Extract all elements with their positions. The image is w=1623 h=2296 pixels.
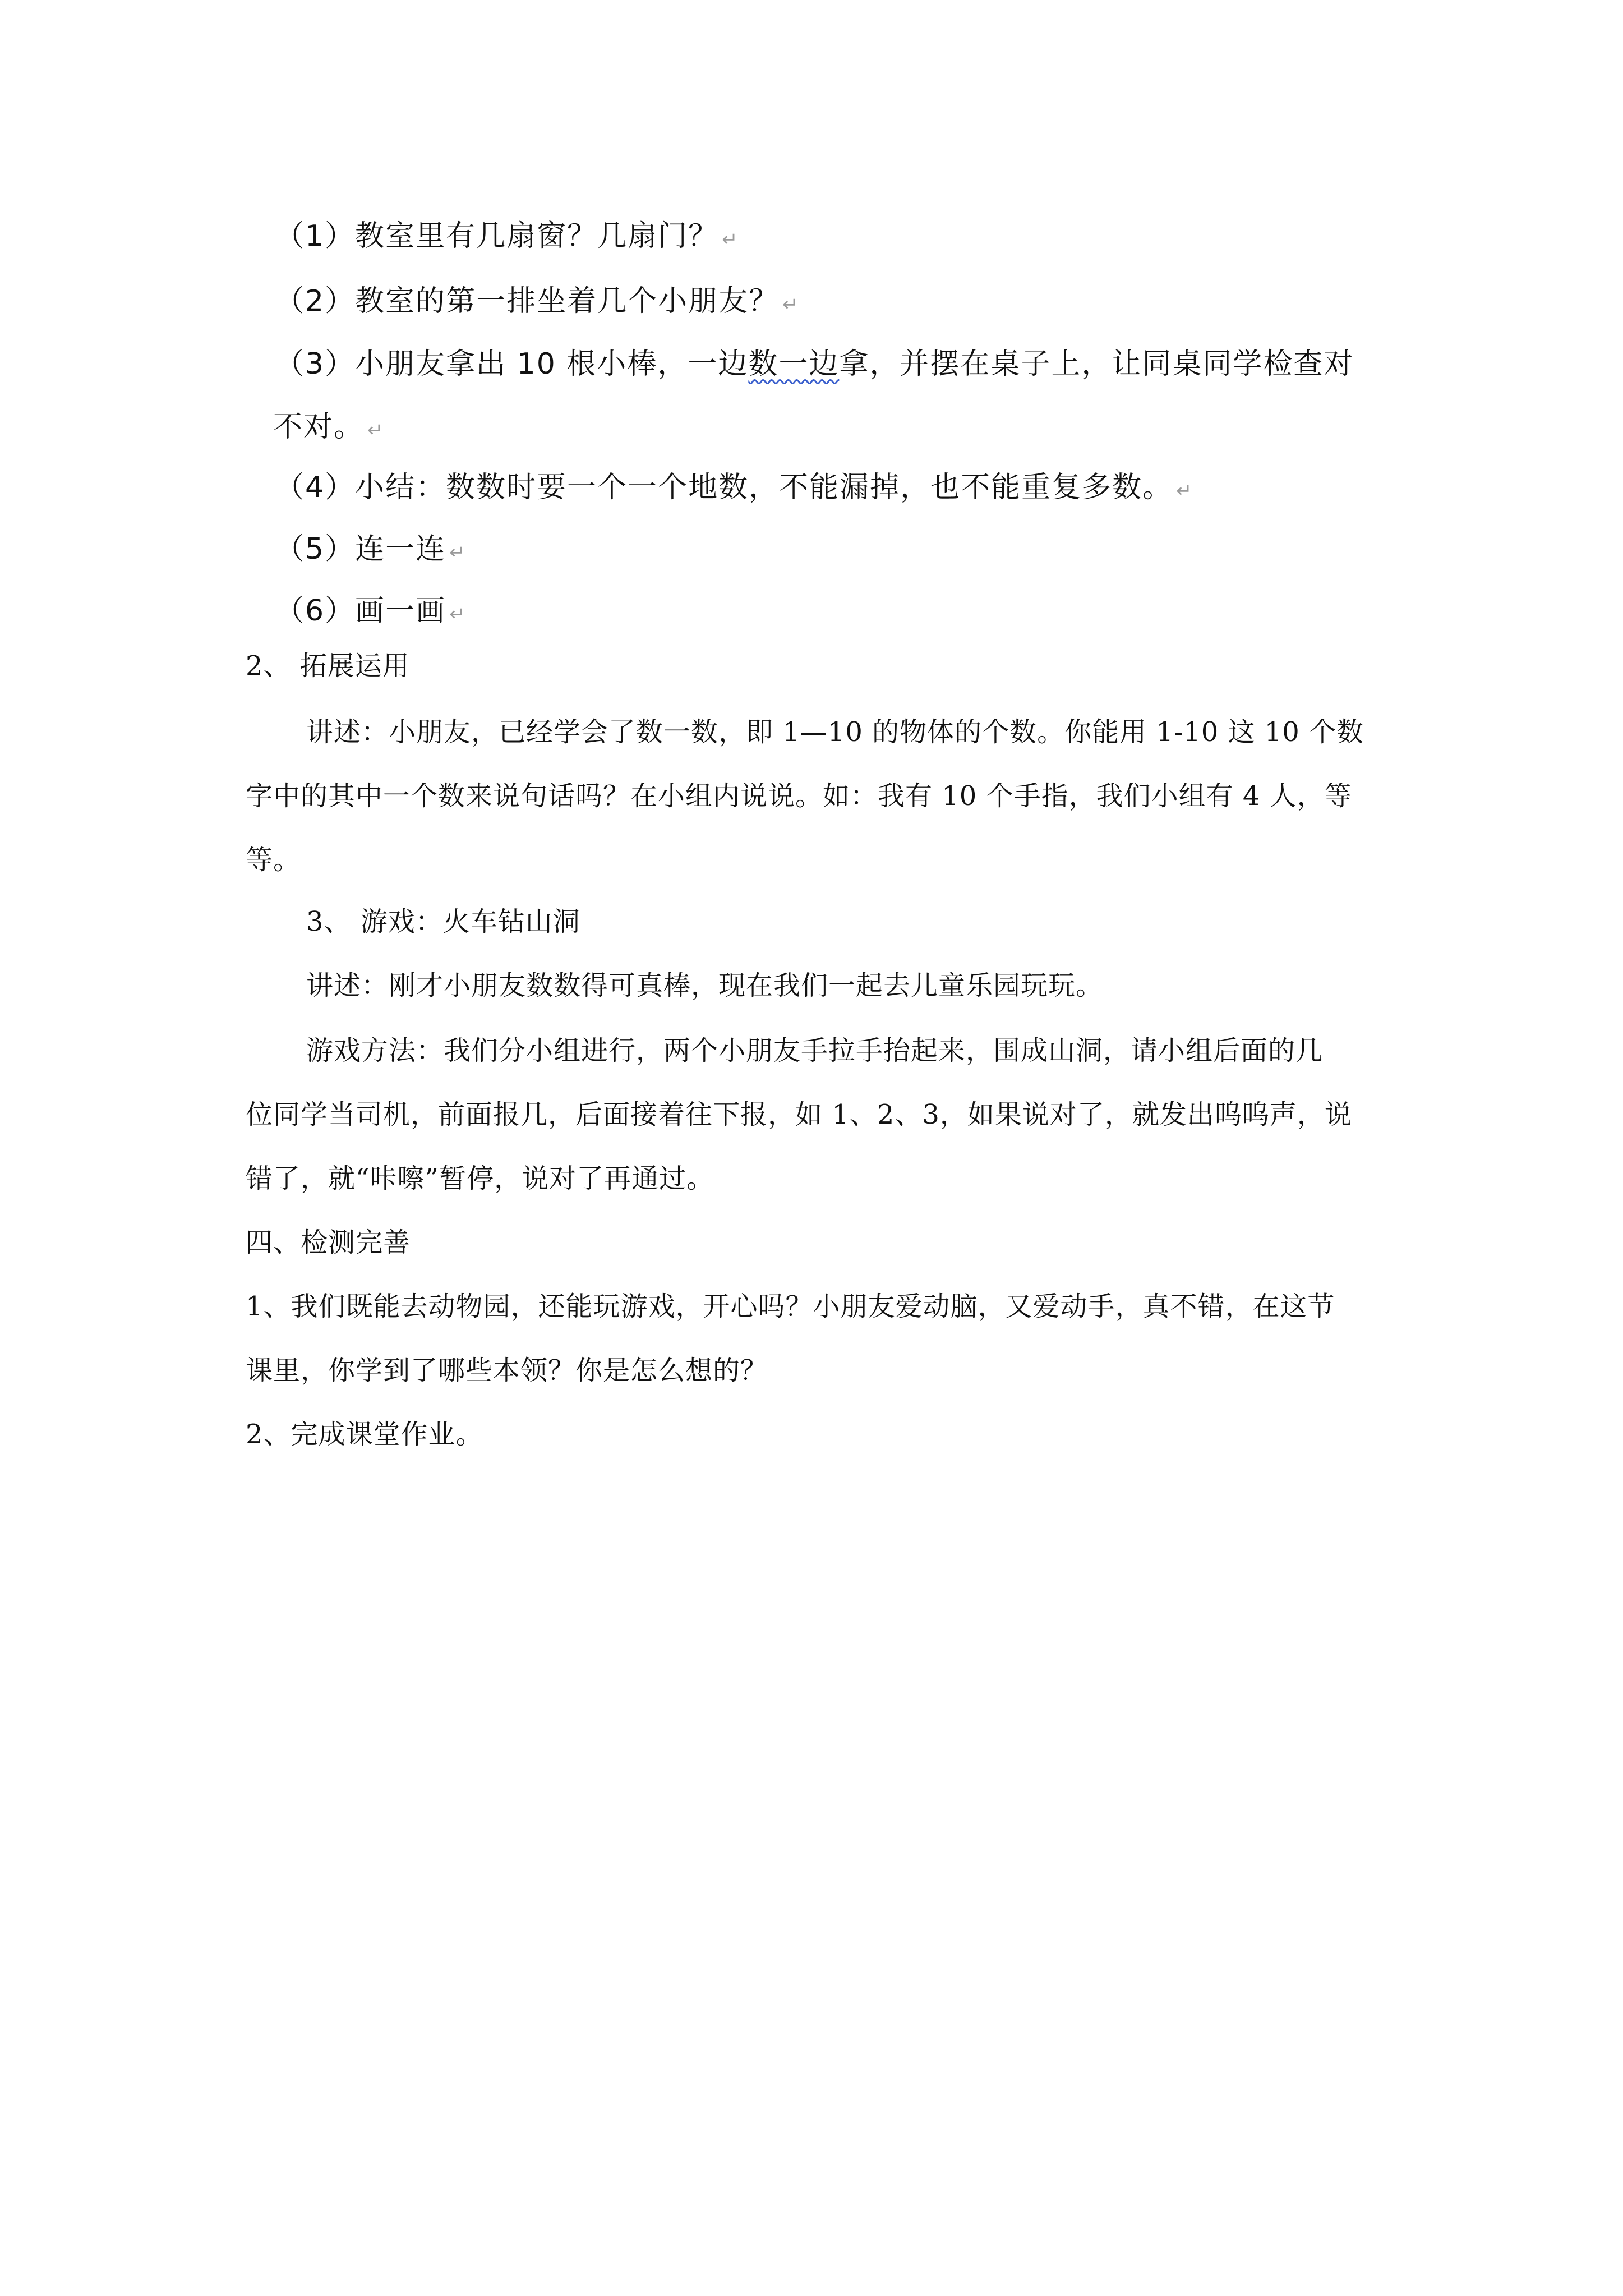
- question-text-3a: （3）小朋友拿出 10 根小棒，一边: [275, 347, 749, 381]
- question-line-3-continued: [273, 403, 385, 445]
- game-method-line-1: 游戏方法：我们分小组进行，两个小朋友手拉手抬起来，围成山洞，请小组后面的几: [306, 1035, 1324, 1066]
- spellcheck-underlined-text: 数一边: [748, 347, 840, 381]
- review-line-3: 2、完成课堂作业。: [246, 1419, 483, 1450]
- game-narration-line: 讲述：刚才小朋友数数得可真棒，现在我们一起去儿童乐园玩玩。: [306, 970, 1104, 1001]
- section-heading-review: 四、检测完善: [246, 1227, 411, 1258]
- paragraph-mark-icon: ↵: [449, 541, 467, 564]
- question-line-1: [275, 212, 739, 254]
- paragraph-mark-icon: ↵: [367, 419, 385, 441]
- connect-activity-line: [275, 525, 467, 567]
- paragraph-mark-icon: ↵: [449, 603, 467, 625]
- game-method-line-2: 位同学当司机，前面报几，后面接着往下报，如 1、2、3，如果说对了，就发出呜呜声，说: [246, 1099, 1352, 1130]
- paragraph-mark-icon: ↵: [722, 228, 739, 251]
- narration-line-1: 讲述：小朋友，已经学会了数一数，即 1—10 的物体的个数。你能用 1-10 这 10 个数: [306, 716, 1364, 748]
- question-line-2: [275, 277, 800, 319]
- paragraph-mark-icon: ↵: [782, 293, 800, 316]
- summary-line: [275, 463, 1193, 505]
- narration-line-3: 等。: [246, 844, 301, 876]
- question-text-3-end: 不对。: [273, 410, 365, 444]
- section-heading-game: 3、 游戏：火车钻山洞: [306, 906, 580, 937]
- draw-activity-line: [275, 587, 467, 629]
- review-line-2: 课里，你学到了哪些本领？你是怎么想的？: [246, 1355, 768, 1386]
- review-line-1: 1、我们既能去动物园，还能玩游戏，开心吗？小朋友爱动脑，又爱动手，真不错，在这节: [246, 1291, 1335, 1322]
- connect-activity-text: （5）连一连: [275, 532, 446, 566]
- narration-line-2: 字中的其中一个数来说句话吗？在小组内说说。如：我有 10 个手指，我们小组有 4 人，等: [246, 780, 1352, 812]
- section-heading-extension: 2、 拓展运用: [246, 650, 410, 682]
- question-line-3: [275, 340, 1354, 382]
- paragraph-mark-icon: ↵: [1176, 480, 1193, 502]
- draw-activity-text: （6）画一画: [275, 594, 446, 628]
- question-text-3c: 拿，并摆在桌子上，让同桌同学检查对: [839, 347, 1354, 381]
- question-text-1: （1）教室里有几扇窗？几扇门？: [275, 219, 719, 253]
- summary-text: （4）小结：数数时要一个一个地数，不能漏掉，也不能重复多数。: [275, 471, 1173, 504]
- question-text-2: （2）教室的第一排坐着几个小朋友？: [275, 284, 780, 318]
- game-method-line-3: 错了，就“咔嚓”暂停，说对了再通过。: [246, 1163, 714, 1194]
